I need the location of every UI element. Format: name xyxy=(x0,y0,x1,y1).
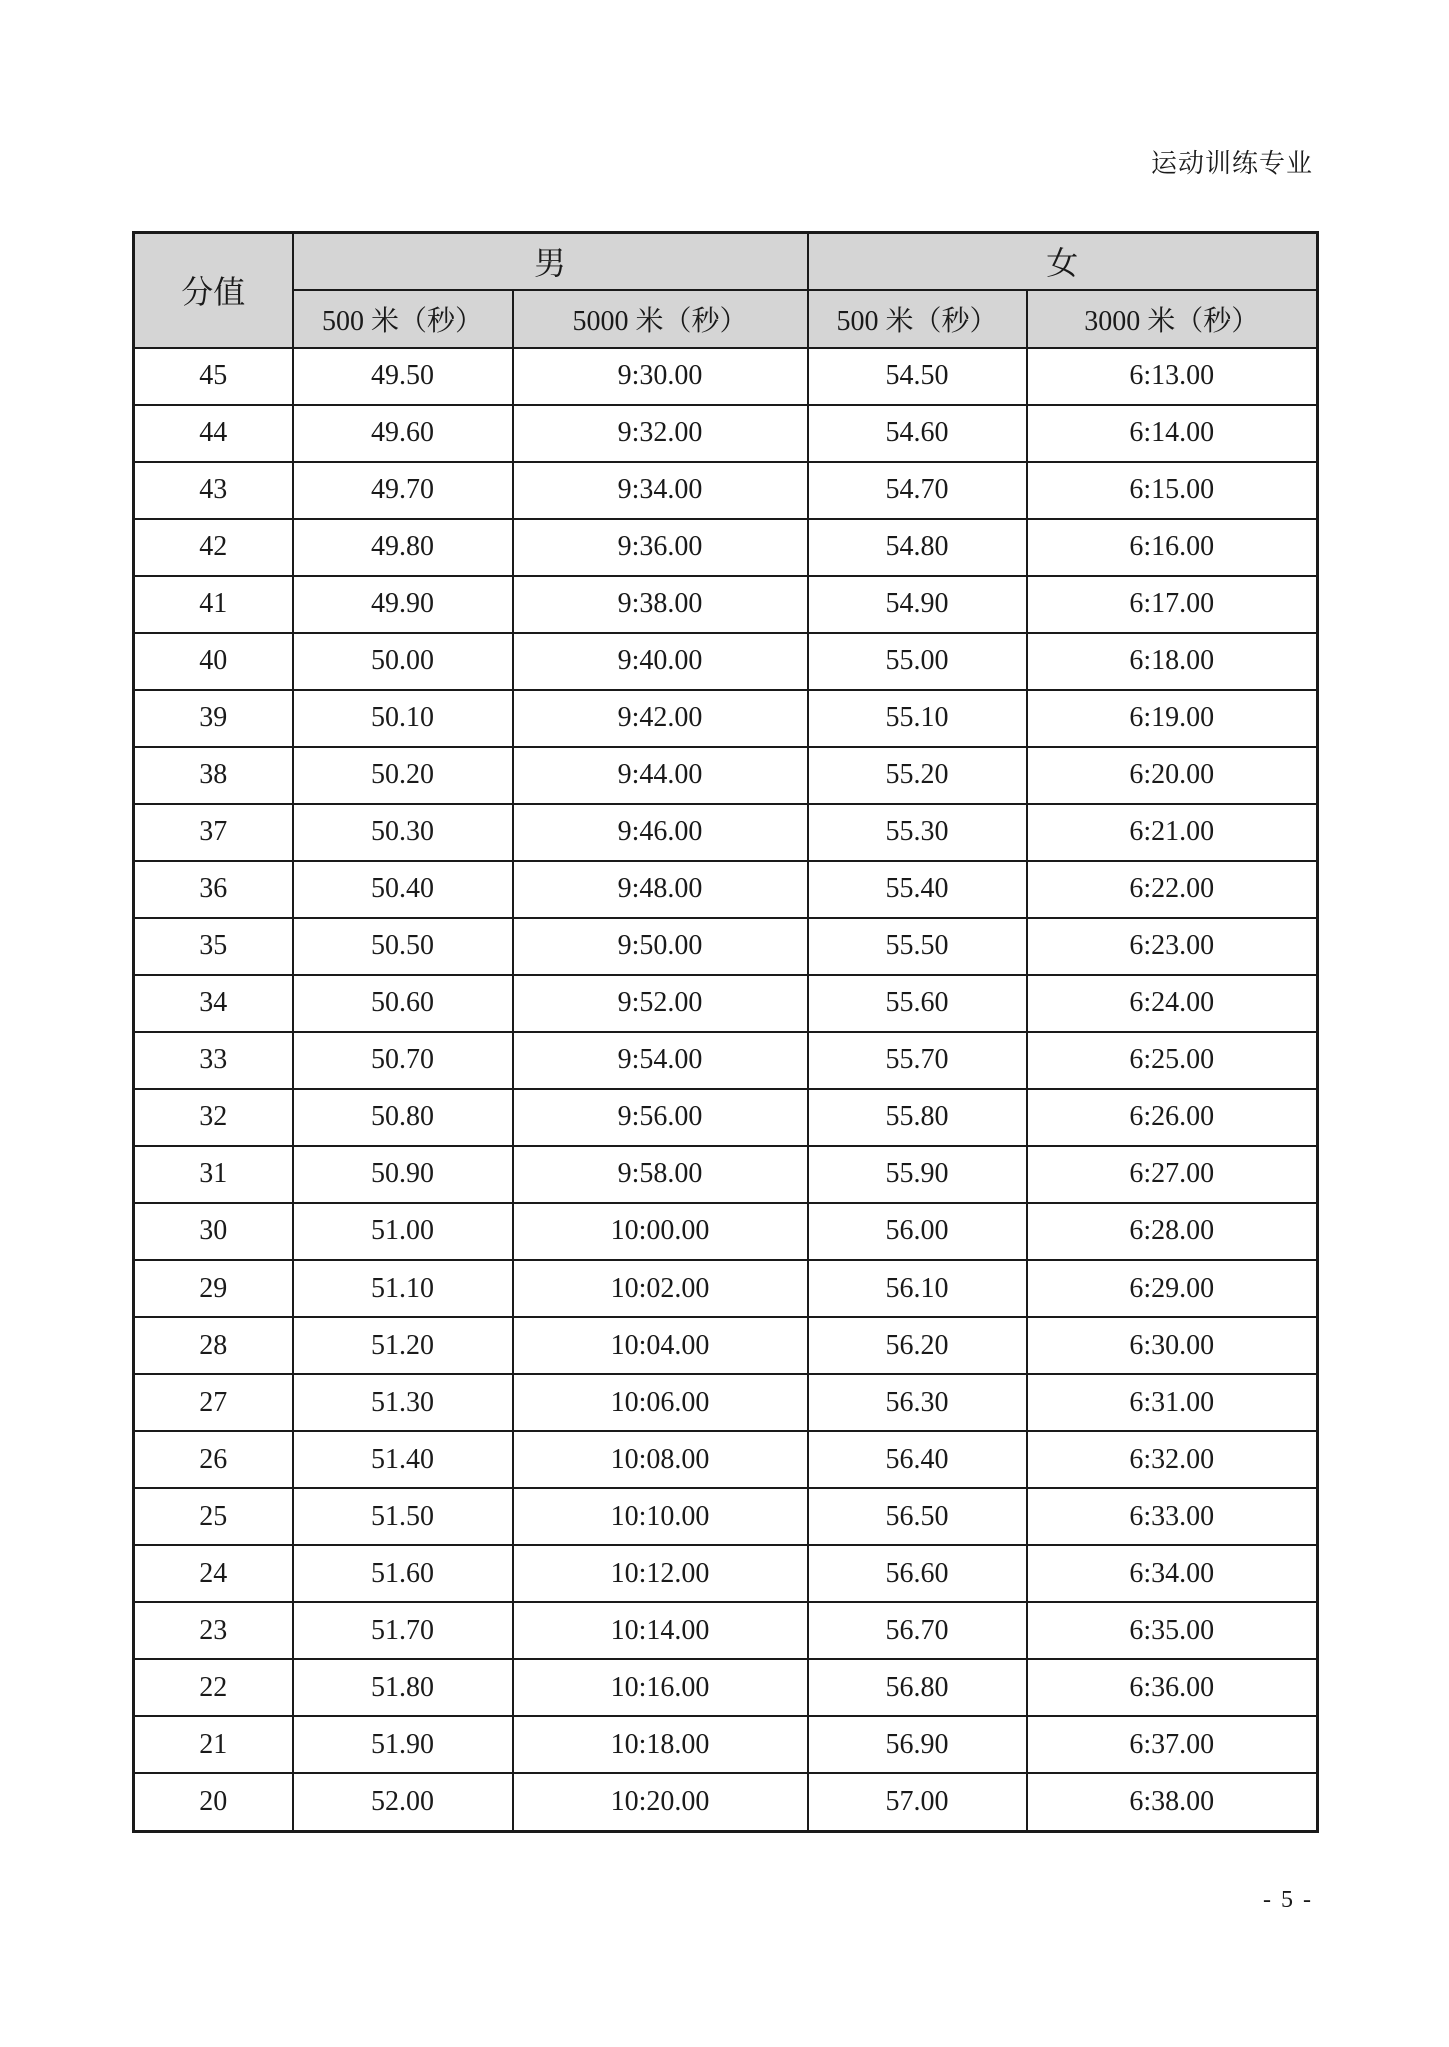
cell-score: 34 xyxy=(134,975,293,1032)
table-row xyxy=(134,348,1318,405)
cell-male-5000m: 9:38.00 xyxy=(513,576,808,633)
cell-female-3000m: 6:20.00 xyxy=(1027,747,1318,804)
cell-male-5000m: 9:42.00 xyxy=(513,690,808,747)
cell-female-500m: 56.30 xyxy=(808,1374,1027,1431)
cell-female-500m: 56.80 xyxy=(808,1659,1027,1716)
col-header-male-5000m: 5000 米（秒） xyxy=(513,290,808,348)
cell-female-500m: 56.40 xyxy=(808,1431,1027,1488)
cell-score: 43 xyxy=(134,462,293,519)
cell-score: 33 xyxy=(134,1032,293,1089)
cell-male-5000m: 10:08.00 xyxy=(513,1431,808,1488)
cell-score: 21 xyxy=(134,1716,293,1773)
cell-male-500m: 49.70 xyxy=(293,462,513,519)
col-header-male-500m: 500 米（秒） xyxy=(293,290,513,348)
cell-male-5000m: 10:00.00 xyxy=(513,1203,808,1260)
cell-male-5000m: 10:20.00 xyxy=(513,1773,808,1831)
cell-male-500m: 51.70 xyxy=(293,1602,513,1659)
cell-female-3000m: 6:21.00 xyxy=(1027,804,1318,861)
table-row xyxy=(134,1032,1318,1089)
cell-female-3000m: 6:25.00 xyxy=(1027,1032,1318,1089)
cell-female-500m: 56.20 xyxy=(808,1317,1027,1374)
cell-female-3000m: 6:32.00 xyxy=(1027,1431,1318,1488)
table-row xyxy=(134,861,1318,918)
cell-male-5000m: 10:02.00 xyxy=(513,1260,808,1317)
table-row xyxy=(134,918,1318,975)
cell-male-500m: 50.30 xyxy=(293,804,513,861)
cell-female-500m: 56.50 xyxy=(808,1488,1027,1545)
document-header-label: 运动训练专业 xyxy=(1150,149,1313,178)
cell-male-5000m: 9:34.00 xyxy=(513,462,808,519)
cell-male-500m: 50.40 xyxy=(293,861,513,918)
cell-female-500m: 56.00 xyxy=(808,1203,1027,1260)
score-table-body xyxy=(134,348,1318,1832)
cell-score: 31 xyxy=(134,1146,293,1203)
cell-female-3000m: 6:15.00 xyxy=(1027,462,1318,519)
cell-score: 38 xyxy=(134,747,293,804)
cell-score: 32 xyxy=(134,1089,293,1146)
table-row xyxy=(134,519,1318,576)
table-row xyxy=(134,690,1318,747)
header-sub-row xyxy=(134,290,1318,348)
table-row xyxy=(134,747,1318,804)
col-header-female: 女 xyxy=(808,233,1318,290)
cell-male-5000m: 9:48.00 xyxy=(513,861,808,918)
cell-female-3000m: 6:35.00 xyxy=(1027,1602,1318,1659)
cell-male-5000m: 10:14.00 xyxy=(513,1602,808,1659)
cell-female-500m: 56.10 xyxy=(808,1260,1027,1317)
cell-male-500m: 51.00 xyxy=(293,1203,513,1260)
cell-female-500m: 55.70 xyxy=(808,1032,1027,1089)
cell-female-3000m: 6:36.00 xyxy=(1027,1659,1318,1716)
cell-female-500m: 55.50 xyxy=(808,918,1027,975)
table-row xyxy=(134,1431,1318,1488)
cell-female-500m: 54.50 xyxy=(808,348,1027,405)
cell-male-500m: 51.10 xyxy=(293,1260,513,1317)
cell-female-3000m: 6:19.00 xyxy=(1027,690,1318,747)
cell-score: 35 xyxy=(134,918,293,975)
cell-female-3000m: 6:13.00 xyxy=(1027,348,1318,405)
cell-female-3000m: 6:30.00 xyxy=(1027,1317,1318,1374)
cell-female-3000m: 6:38.00 xyxy=(1027,1773,1318,1831)
cell-male-500m: 51.80 xyxy=(293,1659,513,1716)
cell-female-500m: 56.60 xyxy=(808,1545,1027,1602)
cell-male-500m: 51.40 xyxy=(293,1431,513,1488)
cell-male-5000m: 9:52.00 xyxy=(513,975,808,1032)
cell-female-3000m: 6:33.00 xyxy=(1027,1488,1318,1545)
table-row xyxy=(134,1203,1318,1260)
cell-score: 22 xyxy=(134,1659,293,1716)
cell-male-500m: 49.90 xyxy=(293,576,513,633)
cell-male-500m: 50.00 xyxy=(293,633,513,690)
cell-female-500m: 55.60 xyxy=(808,975,1027,1032)
header-group-row xyxy=(134,233,1318,290)
table-row xyxy=(134,1260,1318,1317)
cell-female-500m: 55.20 xyxy=(808,747,1027,804)
cell-male-500m: 49.50 xyxy=(293,348,513,405)
cell-score: 27 xyxy=(134,1374,293,1431)
cell-female-3000m: 6:26.00 xyxy=(1027,1089,1318,1146)
cell-female-500m: 56.90 xyxy=(808,1716,1027,1773)
cell-male-5000m: 10:10.00 xyxy=(513,1488,808,1545)
cell-female-500m: 55.90 xyxy=(808,1146,1027,1203)
cell-score: 20 xyxy=(134,1773,293,1831)
cell-male-5000m: 10:16.00 xyxy=(513,1659,808,1716)
table-row xyxy=(134,1146,1318,1203)
table-row xyxy=(134,1317,1318,1374)
cell-male-500m: 50.80 xyxy=(293,1089,513,1146)
cell-male-5000m: 9:44.00 xyxy=(513,747,808,804)
cell-male-500m: 50.20 xyxy=(293,747,513,804)
cell-male-5000m: 9:30.00 xyxy=(513,348,808,405)
cell-male-500m: 50.60 xyxy=(293,975,513,1032)
cell-female-3000m: 6:23.00 xyxy=(1027,918,1318,975)
cell-score: 41 xyxy=(134,576,293,633)
cell-male-5000m: 9:32.00 xyxy=(513,405,808,462)
cell-male-500m: 50.50 xyxy=(293,918,513,975)
col-header-female-3000m: 3000 米（秒） xyxy=(1027,290,1318,348)
cell-male-5000m: 9:56.00 xyxy=(513,1089,808,1146)
cell-score: 44 xyxy=(134,405,293,462)
cell-score: 29 xyxy=(134,1260,293,1317)
cell-male-500m: 49.60 xyxy=(293,405,513,462)
cell-female-3000m: 6:37.00 xyxy=(1027,1716,1318,1773)
cell-score: 30 xyxy=(134,1203,293,1260)
table-row xyxy=(134,1089,1318,1146)
cell-female-500m: 55.10 xyxy=(808,690,1027,747)
cell-score: 45 xyxy=(134,348,293,405)
table-row xyxy=(134,462,1318,519)
cell-male-500m: 50.90 xyxy=(293,1146,513,1203)
cell-female-500m: 54.80 xyxy=(808,519,1027,576)
cell-female-3000m: 6:28.00 xyxy=(1027,1203,1318,1260)
score-table xyxy=(132,231,1319,1833)
cell-female-500m: 54.70 xyxy=(808,462,1027,519)
cell-male-500m: 51.90 xyxy=(293,1716,513,1773)
col-header-male: 男 xyxy=(293,233,808,290)
cell-female-3000m: 6:14.00 xyxy=(1027,405,1318,462)
cell-male-500m: 51.20 xyxy=(293,1317,513,1374)
cell-male-5000m: 9:40.00 xyxy=(513,633,808,690)
cell-male-5000m: 10:04.00 xyxy=(513,1317,808,1374)
cell-male-5000m: 9:58.00 xyxy=(513,1146,808,1203)
cell-male-5000m: 9:50.00 xyxy=(513,918,808,975)
cell-female-500m: 55.40 xyxy=(808,861,1027,918)
cell-score: 28 xyxy=(134,1317,293,1374)
cell-score: 24 xyxy=(134,1545,293,1602)
table-row xyxy=(134,1374,1318,1431)
col-header-score: 分值 xyxy=(134,233,293,348)
col-header-female-500m: 500 米（秒） xyxy=(808,290,1027,348)
cell-score: 37 xyxy=(134,804,293,861)
cell-male-500m: 51.30 xyxy=(293,1374,513,1431)
table-row xyxy=(134,1716,1318,1773)
cell-female-3000m: 6:18.00 xyxy=(1027,633,1318,690)
cell-male-5000m: 9:54.00 xyxy=(513,1032,808,1089)
table-row xyxy=(134,804,1318,861)
cell-male-500m: 51.60 xyxy=(293,1545,513,1602)
cell-male-500m: 50.10 xyxy=(293,690,513,747)
cell-male-500m: 50.70 xyxy=(293,1032,513,1089)
cell-score: 40 xyxy=(134,633,293,690)
cell-score: 25 xyxy=(134,1488,293,1545)
cell-female-500m: 54.90 xyxy=(808,576,1027,633)
cell-female-3000m: 6:22.00 xyxy=(1027,861,1318,918)
cell-female-500m: 57.00 xyxy=(808,1773,1027,1831)
cell-female-500m: 56.70 xyxy=(808,1602,1027,1659)
table-row xyxy=(134,633,1318,690)
table-row xyxy=(134,1545,1318,1602)
cell-male-500m: 52.00 xyxy=(293,1773,513,1831)
cell-female-500m: 54.60 xyxy=(808,405,1027,462)
cell-male-5000m: 10:18.00 xyxy=(513,1716,808,1773)
cell-female-500m: 55.00 xyxy=(808,633,1027,690)
score-table-header xyxy=(134,233,1318,348)
cell-score: 42 xyxy=(134,519,293,576)
cell-female-3000m: 6:16.00 xyxy=(1027,519,1318,576)
cell-male-5000m: 9:36.00 xyxy=(513,519,808,576)
table-row xyxy=(134,975,1318,1032)
cell-female-3000m: 6:27.00 xyxy=(1027,1146,1318,1203)
cell-female-3000m: 6:24.00 xyxy=(1027,975,1318,1032)
table-row xyxy=(134,1773,1318,1831)
cell-female-500m: 55.30 xyxy=(808,804,1027,861)
cell-female-3000m: 6:31.00 xyxy=(1027,1374,1318,1431)
cell-female-3000m: 6:17.00 xyxy=(1027,576,1318,633)
cell-score: 36 xyxy=(134,861,293,918)
cell-female-3000m: 6:29.00 xyxy=(1027,1260,1318,1317)
cell-male-500m: 49.80 xyxy=(293,519,513,576)
cell-male-5000m: 9:46.00 xyxy=(513,804,808,861)
table-row xyxy=(134,1602,1318,1659)
cell-female-500m: 55.80 xyxy=(808,1089,1027,1146)
cell-female-3000m: 6:34.00 xyxy=(1027,1545,1318,1602)
table-row xyxy=(134,576,1318,633)
cell-male-5000m: 10:12.00 xyxy=(513,1545,808,1602)
cell-score: 39 xyxy=(134,690,293,747)
page-number: - 5 - xyxy=(1263,1887,1313,1913)
cell-male-500m: 51.50 xyxy=(293,1488,513,1545)
table-row xyxy=(134,1488,1318,1545)
cell-score: 26 xyxy=(134,1431,293,1488)
table-row xyxy=(134,1659,1318,1716)
cell-score: 23 xyxy=(134,1602,293,1659)
table-row xyxy=(134,405,1318,462)
cell-male-5000m: 10:06.00 xyxy=(513,1374,808,1431)
